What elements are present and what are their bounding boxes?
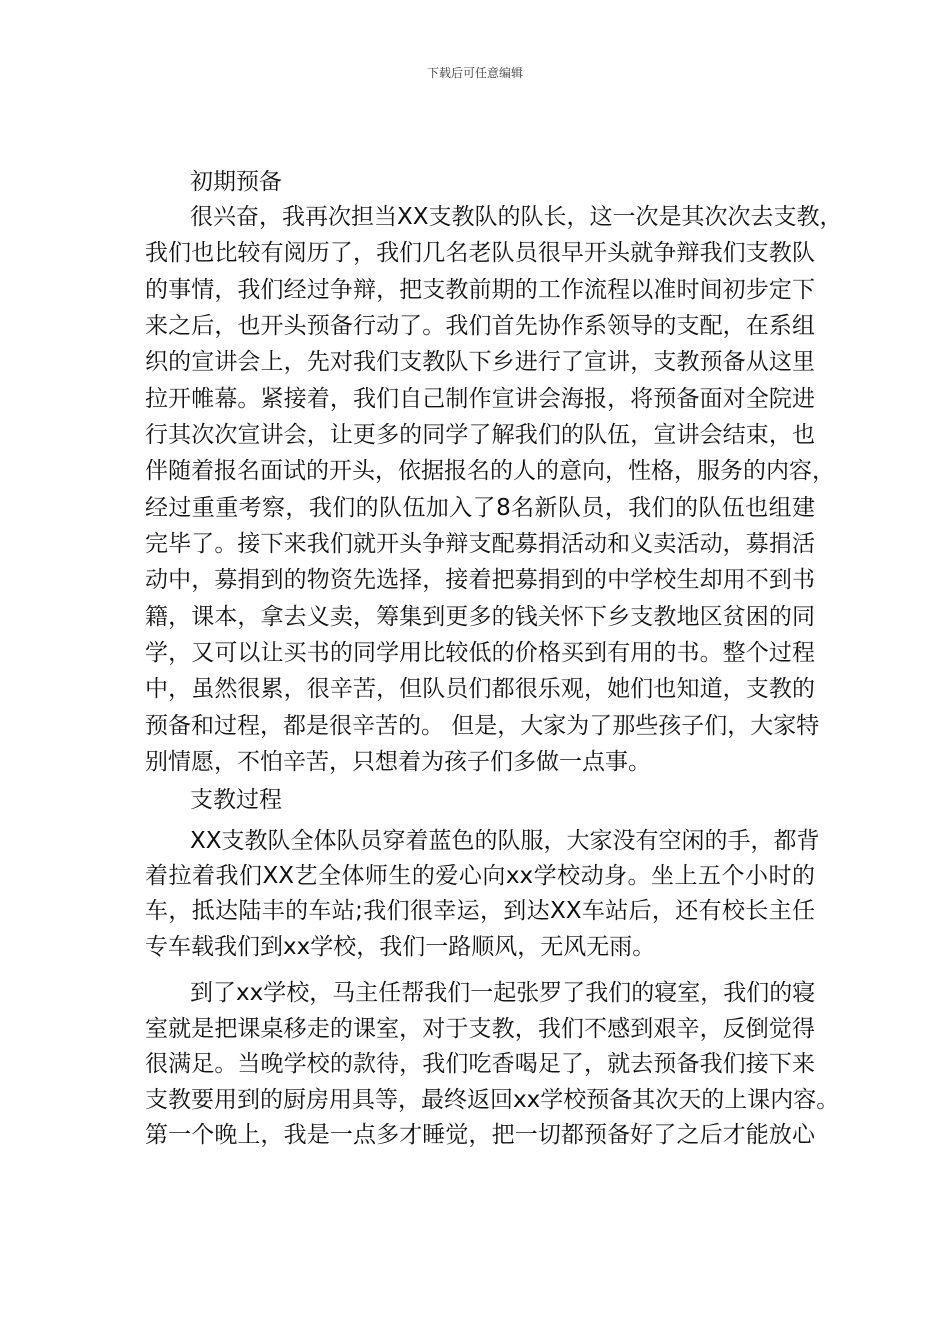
text-line: 着拉着我们XX艺全体师生的爱心向xx学校动身。坐上五个小时的	[145, 863, 815, 889]
page-header: 下载后可任意编辑	[426, 66, 523, 80]
text-line: 车，抵达陆丰的车站;我们很幸运，到达XX车站后，还有校长主任	[145, 898, 815, 924]
text-line: 拉开帷幕。紧接着，我们自己制作宣讲会海报，将预备面对全院进	[145, 386, 815, 412]
text-line: 第一个晚上，我是一点多才睡觉，把一切都预备好了之后才能放心	[145, 1122, 815, 1148]
text-line: 来之后，也开头预备行动了。我们首先协作系领导的支配，在系组	[145, 313, 815, 339]
text-line: 我们也比较有阅历了，我们几名老队员很早开头就争辩我们支教队	[145, 240, 815, 266]
section-heading: 支教过程	[190, 787, 282, 813]
text-line: 支教要用到的厨房用具等，最终返回xx学校预备其次天的上课内容。	[145, 1087, 840, 1113]
text-line: 籍，课本，拿去义卖，筹集到更多的钱关怀下乡支教地区贫困的同	[145, 604, 815, 630]
text-line: 到了xx学校，马主任帮我们一起张罗了我们的寝室，我们的寝	[190, 980, 816, 1006]
text-line: 室就是把课桌移走的课室，对于支教，我们不感到艰辛，反倒觉得	[145, 1016, 815, 1042]
text-line: 学，又可以让买书的同学用比较低的价格买到有用的书。整个过程	[145, 640, 815, 666]
text-line: 很兴奋，我再次担当XX支教队的队长，这一次是其次次去支教，	[190, 204, 843, 230]
text-line: 经过重重考察，我们的队伍加入了8名新队员，我们的队伍也组建	[145, 495, 815, 521]
text-line: 很满足。当晚学校的款待，我们吃香喝足了，就去预备我们接下来	[145, 1051, 815, 1077]
text-line: 预备和过程，都是很辛苦的。 但是，大家为了那些孩子们，大家特	[145, 713, 820, 739]
text-line: 别情愿，不怕辛苦，只想着为孩子们多做一点事。	[145, 749, 651, 775]
text-line: 伴随着报名面试的开头，依据报名的人的意向，性格，服务的内容，	[145, 458, 835, 484]
text-line: XX支教队全体队员穿着蓝色的队服，大家没有空闲的手，都背	[190, 828, 820, 854]
text-line: 织的宣讲会上，先对我们支教队下乡进行了宣讲，支教预备从这里	[145, 349, 815, 375]
text-line: 的事情，我们经过争辩，把支教前期的工作流程以准时间初步定下	[145, 277, 815, 303]
text-line: 专车载我们到xx学校，我们一路顺风，无风无雨。	[145, 934, 656, 960]
text-line: 行其次次宣讲会，让更多的同学了解我们的队伍，宣讲会结束，也	[145, 422, 815, 448]
text-line: 中，虽然很累，很辛苦，但队员们都很乐观，她们也知道，支教的	[145, 676, 815, 702]
section-heading: 初期预备	[190, 169, 282, 195]
text-line: 动中，募捐到的物资先选择，接着把募捐到的中学校生却用不到书	[145, 567, 815, 593]
text-line: 完毕了。接下来我们就开头争辩支配募捐活动和义卖活动，募捐活	[145, 531, 815, 557]
